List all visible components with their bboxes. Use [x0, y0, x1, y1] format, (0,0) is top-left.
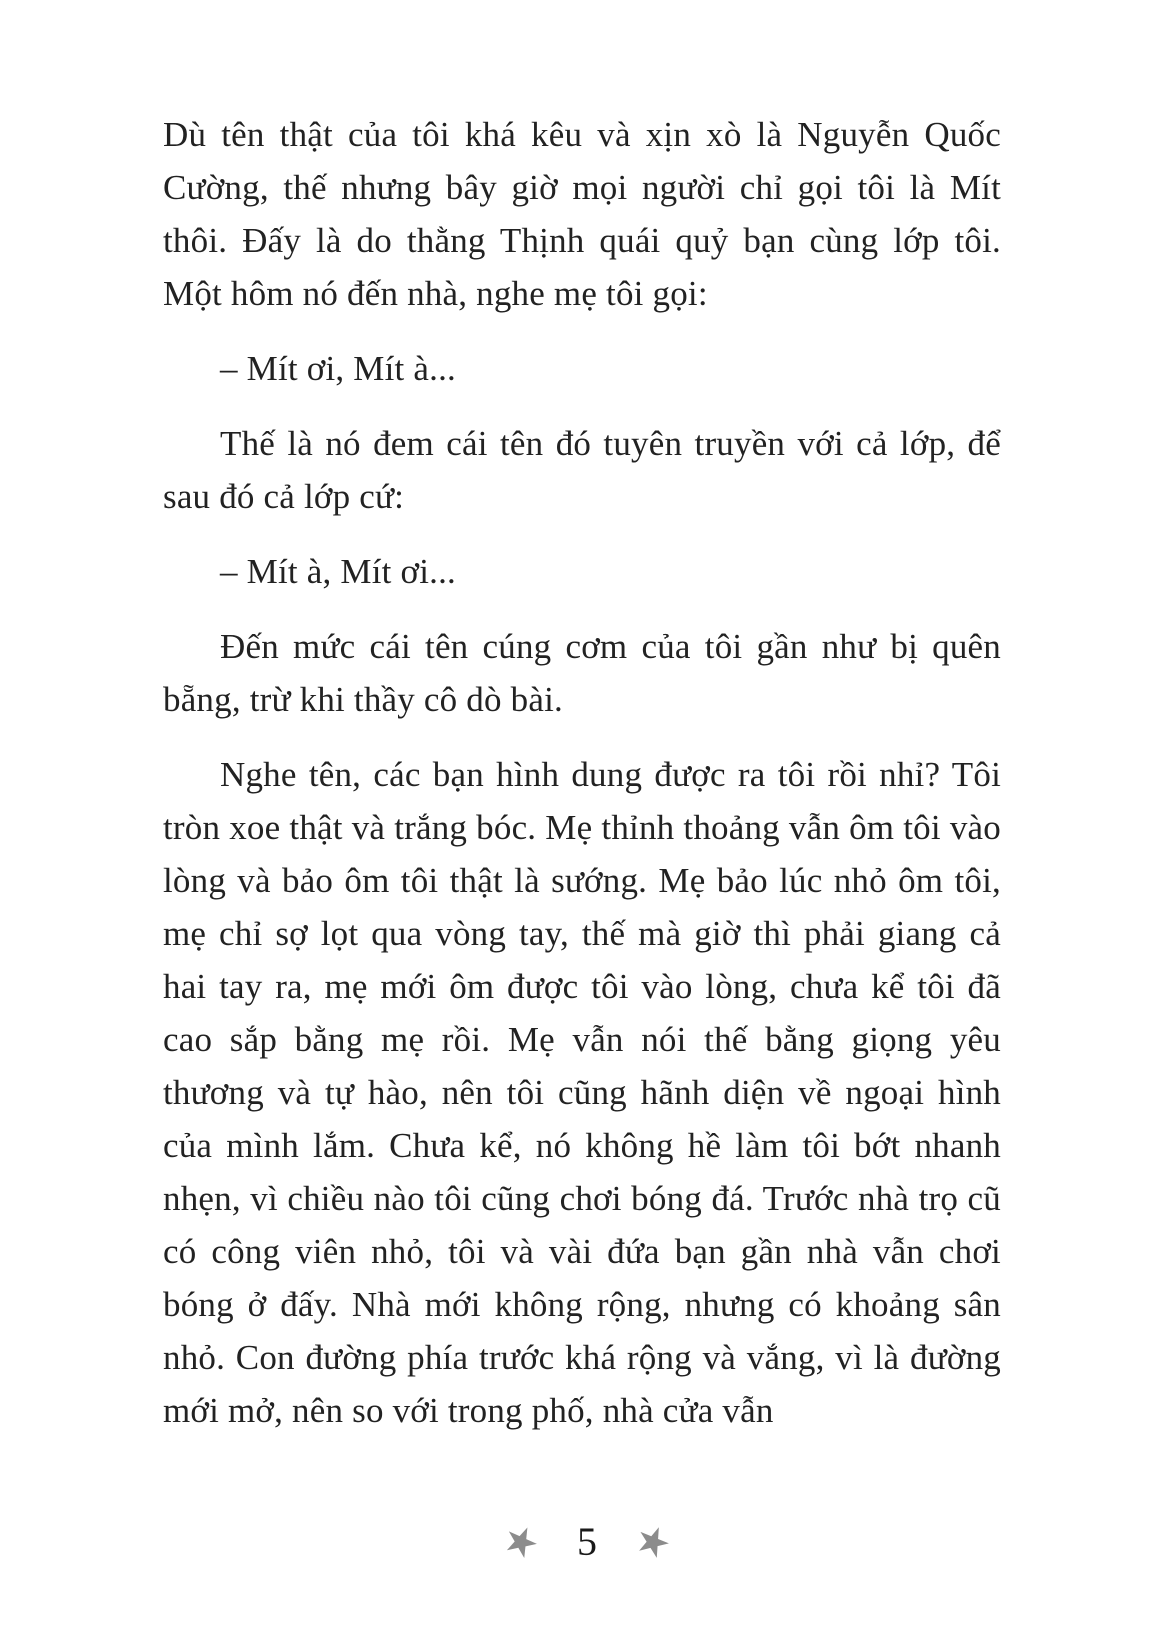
body-paragraph: Thế là nó đem cái tên đó tuyên truyền với cả lớp, để sau đó cả lớp cứ: [163, 424, 1001, 516]
dialogue-paragraph: – Mít ơi, Mít à... [220, 349, 457, 388]
star-icon: ★ [495, 1513, 547, 1571]
page-number: 5 [577, 1519, 597, 1564]
star-icon: ★ [627, 1513, 679, 1571]
page-footer [0, 1506, 1174, 1578]
body-paragraph: Nghe tên, các bạn hình dung được ra tôi rồi nhỉ? Tôi tròn xoe thật và trắng bóc. Mẹ thỉnh thoảng vẫn ôm tôi vào lòng và bảo ôm tôi thật là sướng. Mẹ bảo lúc nhỏ ôm tôi, mẹ chỉ sợ lọt qua vòng tay, thế mà giờ thì phải giang cả hai tay ra, mẹ mới ôm được tôi vào lòng, chưa kể tôi đã cao sắp bằng mẹ rồi. Mẹ vẫn nói thế bằng giọng yêu thương và tự hào, nên tôi cũng hãnh diện về ngoại hình của mình lắm. Chưa kể, nó không hề làm tôi bớt nhanh nhẹn, vì chiều nào tôi cũng chơi bóng đá. Trước nhà trọ cũ có công viên nhỏ, tôi và vài đứa bạn gần nhà vẫn chơi bóng ở đấy. Nhà mới không rộng, nhưng có khoảng sân nhỏ. Con đường phía trước khá rộng và vắng, vì là đường mới mở, nên so với trong phố, nhà cửa vẫn [163, 755, 1001, 1430]
text-block [163, 108, 1001, 1459]
dialogue-paragraph: – Mít à, Mít ơi... [220, 552, 457, 591]
body-paragraph: Đến mức cái tên cúng cơm của tôi gần như bị quên bẵng, trừ khi thầy cô dò bài. [163, 627, 1001, 719]
body-paragraph: Dù tên thật của tôi khá kêu và xịn xò là Nguyễn Quốc Cường, thế nhưng bây giờ mọi người chỉ gọi tôi là Mít thôi. Đấy là do thằng Thịnh quái quỷ bạn cùng lớp tôi. Một hôm nó đến nhà, nghe mẹ tôi gọi: [163, 115, 1001, 313]
